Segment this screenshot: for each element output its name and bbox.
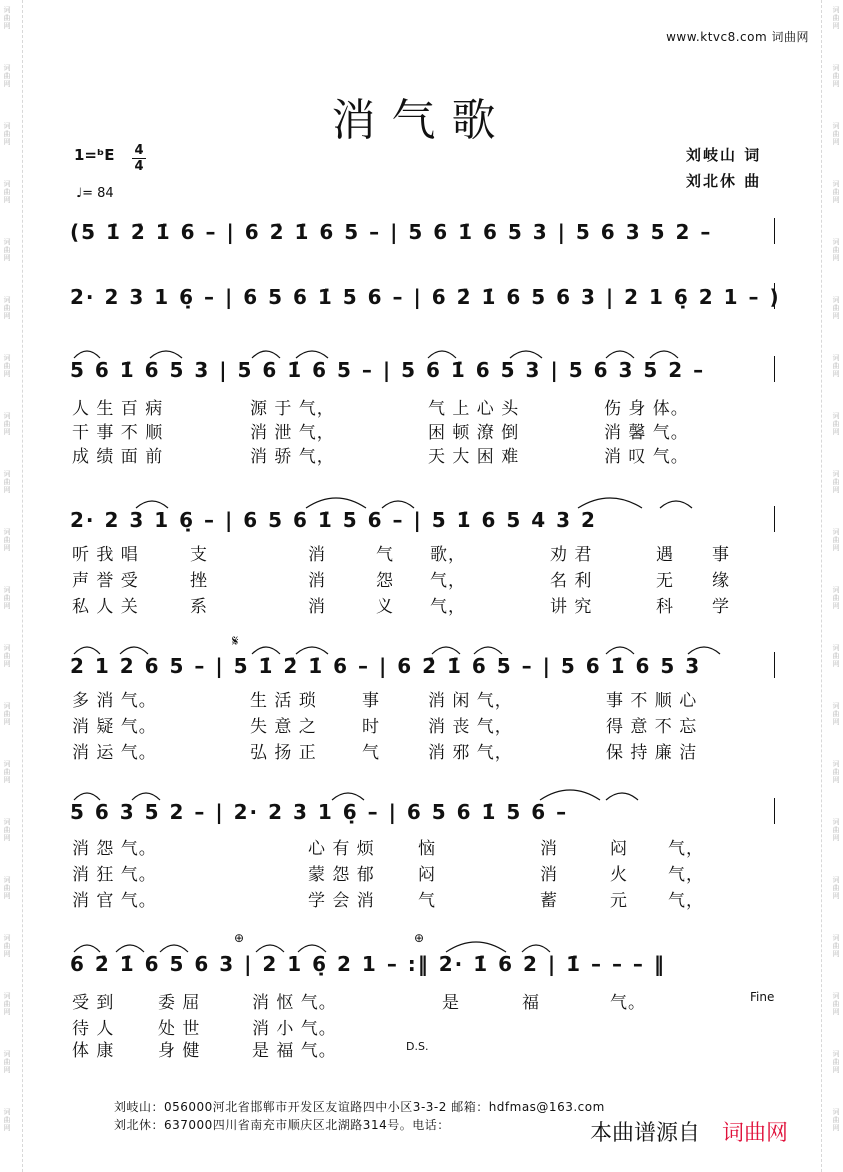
watermark-text: 词 曲 网: [832, 992, 840, 1016]
lyric: 消 怄 气。: [252, 993, 337, 1013]
lyric: 事 不 顺 心: [606, 691, 698, 711]
lyric: 困 顿 潦 倒: [428, 423, 520, 443]
watermark-text: 词 曲 网: [832, 586, 840, 610]
slur: [136, 501, 168, 508]
watermark-text: 词 曲 网: [3, 354, 11, 378]
notation-line-5: 2 1 2 6 5 – | 5 1̇ 2̇ 1̇ 6 – | 6 2̇ 1̇ 6 5 – | 5 6 1̇ 6 5 3: [70, 654, 702, 678]
lyric: 蓄: [540, 891, 558, 911]
watermark-text: 词 曲 网: [832, 412, 840, 436]
watermark-text: 词 曲 网: [832, 122, 840, 146]
watermark-text: 词 曲 网: [3, 702, 11, 726]
lyric: 消 官 气。: [72, 891, 157, 911]
lyric: 挫: [190, 571, 208, 591]
segno-mark: 𝄋: [232, 632, 239, 650]
slur: [522, 945, 550, 952]
slur: [296, 351, 328, 358]
lyric: 委 屈: [158, 993, 201, 1013]
lyric: 蒙 怨 郁: [308, 865, 375, 885]
lyric: 福: [522, 993, 540, 1013]
lyric: 消: [308, 597, 326, 617]
lyric: 学 会 消: [308, 891, 375, 911]
slur: [252, 351, 280, 358]
lyric: 是: [442, 993, 460, 1013]
lyric: 缘: [712, 571, 730, 591]
lyric: 声 誉 受: [72, 571, 139, 591]
lyric: 恼: [418, 839, 436, 859]
key-signature: 1=ᵇE: [74, 146, 115, 164]
lyric: 源 于 气，: [250, 399, 335, 419]
notation-line-6: 5 6 3 5 2 – | 2· 2 3 1 6̣ – | 6 5 6 1̇ 5 6 –: [70, 800, 569, 824]
slur: [256, 945, 284, 952]
watermark-text: 词 曲 网: [3, 528, 11, 552]
lyric: 心 有 烦: [308, 839, 375, 859]
slur: [306, 498, 366, 508]
meter-top: 4: [134, 143, 144, 158]
notation-line-3: 5 6 1̇ 6 5 3 | 5 6 1̇ 6 5 – | 5 6 1̇ 6 5 3 | 5 6 3 5 2 –: [70, 358, 706, 382]
source-label: 本曲谱源自: [590, 1121, 701, 1146]
slur: [540, 790, 600, 800]
lyric: 气，: [668, 839, 704, 859]
lyric: 消: [540, 839, 558, 859]
watermark-text: 词 曲 网: [3, 818, 11, 842]
coda-mark: ⊕: [414, 931, 425, 945]
lyric: 伤 身 体。: [604, 399, 689, 419]
lyricist-contact: 刘岐山：056000河北省邯郸市开发区友谊路四中小区3-3-2 邮箱：hdfmas@163.com: [114, 1100, 605, 1114]
slur: [298, 945, 326, 952]
slur: [688, 647, 720, 654]
lyric: 事: [712, 545, 730, 565]
slur: [606, 793, 638, 800]
watermark-text: 词 曲 网: [3, 470, 11, 494]
slur: [606, 351, 634, 358]
watermark-text: 词 曲 网: [3, 934, 11, 958]
lyric: 处 世: [158, 1019, 201, 1039]
slur: [650, 351, 678, 358]
watermark-text: 词 曲 网: [3, 760, 11, 784]
lyric: 元: [610, 891, 628, 911]
lyric: 消 泄 气，: [250, 423, 335, 443]
watermark-text: 词 曲 网: [832, 644, 840, 668]
lyric: 消 闲 气，: [428, 691, 513, 711]
watermark-text: 词 曲 网: [3, 122, 11, 146]
slur: [606, 647, 634, 654]
watermark-text: 词 曲 网: [832, 180, 840, 204]
watermark-text: 词 曲 网: [832, 6, 840, 30]
watermark-text: 词 曲 网: [3, 1108, 11, 1132]
slur: [578, 498, 642, 508]
lyric: 私 人 关: [72, 597, 139, 617]
slur: [160, 945, 188, 952]
watermark-text: 词 曲 网: [3, 586, 11, 610]
notation-line-7: 6 2̇ 1̇ 6 5 6 3 | 2 1 6̣ 2 1 – :‖ 2· 1̇ 6 2 | 1̇ – – – ‖: [70, 952, 666, 976]
watermark-text: 词 曲 网: [832, 470, 840, 494]
song-title: 消气歌: [331, 95, 512, 146]
lyric: 失 意 之: [250, 717, 317, 737]
lyric: 劝 君: [550, 545, 593, 565]
lyricist-credit: 刘岐山 词: [686, 146, 762, 164]
watermark-text: 词 曲 网: [3, 6, 11, 30]
lyric: 干 事 不 顺: [72, 423, 164, 443]
lyric: 消: [540, 865, 558, 885]
watermark-text: 词 曲 网: [832, 528, 840, 552]
watermark-text: 词 曲 网: [3, 992, 11, 1016]
slur: [428, 351, 456, 358]
slur: [474, 647, 502, 654]
lyric: 气，: [430, 597, 466, 617]
lyric: 成 绩 面 前: [72, 447, 164, 467]
lyric: 气，: [668, 865, 704, 885]
lyric: 得 意 不 忘: [606, 717, 698, 737]
lyric: 讲 究: [550, 597, 593, 617]
watermark-text: 词 曲 网: [3, 180, 11, 204]
slur: [116, 945, 144, 952]
slur: [332, 793, 364, 800]
lyric: 消: [308, 571, 326, 591]
slur: [74, 647, 100, 654]
watermark-text: 词 曲 网: [832, 934, 840, 958]
lyric: 消 骄 气，: [250, 447, 335, 467]
lyric: 消: [308, 545, 326, 565]
lyric: 闷: [418, 865, 436, 885]
lyric: 消 狂 气。: [72, 865, 157, 885]
watermark-text: 词 曲 网: [832, 760, 840, 784]
source-site-link[interactable]: 词曲网: [722, 1121, 789, 1146]
watermark-text: 词 曲 网: [3, 644, 11, 668]
lyric: 闷: [610, 839, 628, 859]
lyric: 无: [656, 571, 674, 591]
tempo-marking: ♩= 84: [76, 186, 114, 201]
watermark-text: 词 曲 网: [832, 238, 840, 262]
lyric: 身 健: [158, 1041, 201, 1061]
lyric: 消 丧 气，: [428, 717, 513, 737]
lyric: 气，: [430, 571, 466, 591]
lyric: 遇: [656, 545, 674, 565]
lyric: 时: [362, 717, 380, 737]
slur: [132, 793, 160, 800]
lyric: 支: [190, 545, 208, 565]
notation-line-1: (5 1̇ 2̇ 1̇ 6 – | 6 2̇ 1̇ 6 5 – | 5 6 1̇ 6 5 3 | 5 6 3 5 2 –: [70, 220, 713, 244]
slur: [446, 942, 506, 952]
lyric: 气 上 心 头: [428, 399, 520, 419]
coda-mark: ⊕: [234, 931, 245, 945]
watermark-text: 词 曲 网: [832, 64, 840, 88]
composer-contact: 刘北休：637000四川省南充市顺庆区北湖路314号。电话：: [114, 1118, 450, 1132]
watermark-text: 词 曲 网: [3, 1050, 11, 1074]
lyric: 事: [362, 691, 380, 711]
lyric: 消 邪 气，: [428, 743, 513, 763]
watermark-text: 词 曲 网: [3, 876, 11, 900]
watermark-text: 词 曲 网: [832, 354, 840, 378]
lyric: 受 到: [72, 993, 115, 1013]
composer-credit: 刘北休 曲: [686, 172, 762, 190]
lyric: 气，: [668, 891, 704, 911]
slur: [296, 647, 328, 654]
lyric: 义: [376, 597, 394, 617]
lyric: 气: [376, 545, 394, 565]
watermark-text: 词 曲 网: [832, 296, 840, 320]
lyric: 待 人: [72, 1019, 115, 1039]
slur: [660, 501, 692, 508]
ds-mark: D.S.: [406, 1040, 429, 1053]
meter-bottom: 4: [134, 159, 144, 174]
lyric: 弘 扬 正: [250, 743, 317, 763]
slur: [382, 501, 414, 508]
lyric: 是 福 气。: [252, 1041, 337, 1061]
slur: [120, 647, 148, 654]
lyric: 消 运 气。: [72, 743, 157, 763]
lyric: 气: [418, 891, 436, 911]
slur: [150, 351, 182, 358]
lyric: 名 利: [550, 571, 593, 591]
lyric: 消 馨 气。: [604, 423, 689, 443]
lyric: 生 活 琐: [250, 691, 317, 711]
lyric: 听 我 唱: [72, 545, 139, 565]
lyric: 怨: [376, 571, 394, 591]
notation-line-2: 2· 2 3 1 6̣ – | 6 5 6 1̇ 5 6 – | 6 2̇ 1̇ 6 5 6 3 | 2 1 6̣ 2 1 – ): [70, 285, 781, 309]
site-header[interactable]: www.ktvc8.com 词曲网: [666, 30, 809, 44]
lyric: 消 小 气。: [252, 1019, 337, 1039]
watermark-text: 词 曲 网: [3, 296, 11, 320]
watermark-text: 词 曲 网: [3, 412, 11, 436]
slur: [74, 351, 100, 358]
watermark-text: 词 曲 网: [832, 1050, 840, 1074]
lyric: 歌，: [430, 545, 466, 565]
slur: [510, 351, 542, 358]
lyric: 消 疑 气。: [72, 717, 157, 737]
watermark-text: 词 曲 网: [832, 876, 840, 900]
lyric: 火: [610, 865, 628, 885]
watermark-text: 词 曲 网: [3, 64, 11, 88]
slur: [74, 945, 100, 952]
slur: [74, 793, 100, 800]
lyric: 学: [712, 597, 730, 617]
lyric: 消 叹 气。: [604, 447, 689, 467]
lyric: 多 消 气。: [72, 691, 157, 711]
watermark-text: 词 曲 网: [832, 818, 840, 842]
notation-line-4: 2· 2 3 1 6̣ – | 6 5 6 1̇ 5 6 – | 5 1̇ 6 5 4 3 2: [70, 508, 597, 532]
lyric: 天 大 困 难: [428, 447, 520, 467]
source-note: [590, 1116, 788, 1147]
watermark-text: 词 曲 网: [832, 1108, 840, 1132]
lyric: 气。: [610, 993, 646, 1013]
lyric: 体 康: [72, 1041, 115, 1061]
fine-mark: Fine: [750, 990, 775, 1004]
lyric: 人 生 百 病: [72, 399, 164, 419]
lyric: 气: [362, 743, 380, 763]
lyric: 科: [656, 597, 674, 617]
lyric: 消 怨 气。: [72, 839, 157, 859]
watermark-text: 词 曲 网: [832, 702, 840, 726]
lyric: 保 持 廉 洁: [606, 743, 698, 763]
slur: [432, 647, 460, 654]
slur: [252, 647, 280, 654]
lyric: 系: [190, 597, 208, 617]
watermark-text: 词 曲 网: [3, 238, 11, 262]
